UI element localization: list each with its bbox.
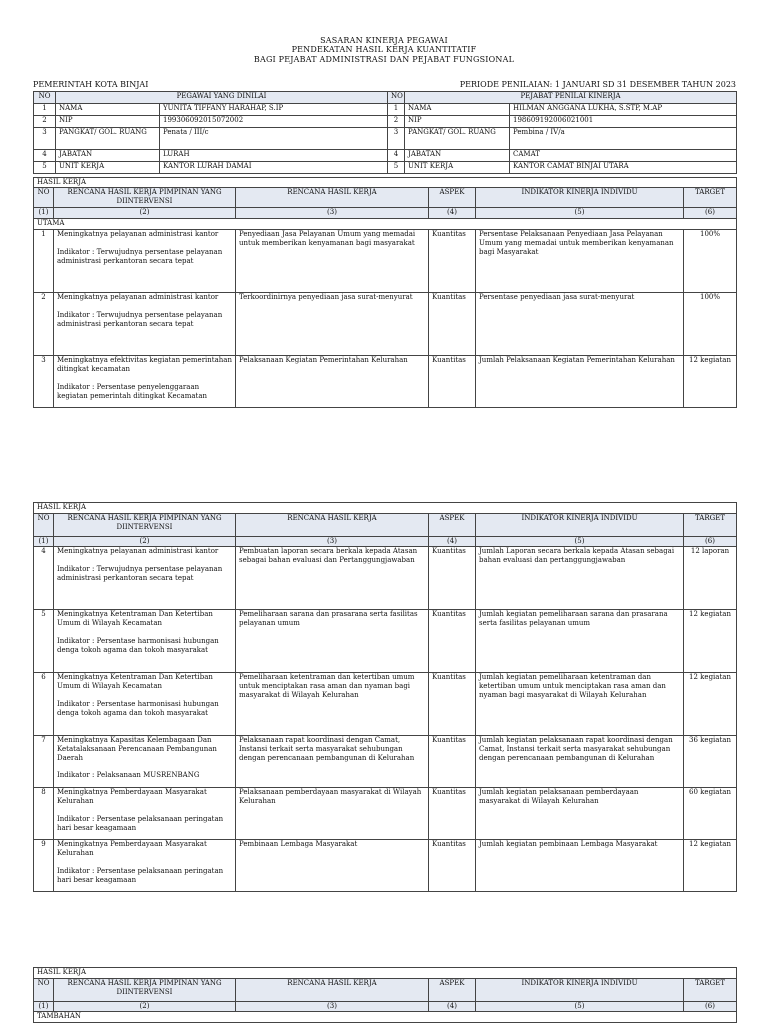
row-iki: Jumlah kegiatan pelaksanaan rapat koordinasi dengan Camat, Instansi terkait serta masyarakat sehubungan dengan perencanaan pembangunan di Kelurahan	[476, 736, 684, 788]
row-pimpinan	[54, 230, 236, 293]
row-iki: Jumlah Laporan secara berkala kepada Atasan sebagai bahan evaluasi dan pertanggungjawaban	[476, 547, 684, 610]
identity-row-label: UNIT KERJA	[56, 162, 160, 174]
pimpinan-text: Meningkatnya pelayanan administrasi kantor	[57, 293, 219, 301]
column-header-row	[34, 188, 737, 208]
table-row	[34, 673, 737, 736]
col-number: (3)	[236, 208, 429, 219]
periode-label: PERIODE PENILAIAN: 1 JANUARI SD 31 DESEMBER TAHUN 2023	[459, 80, 736, 89]
col-target: TARGET	[684, 979, 737, 1002]
table-row	[34, 610, 737, 673]
identity-row-value-right: CAMAT	[510, 150, 737, 162]
row-aspek: Kuantitas	[429, 673, 476, 736]
col-number: (3)	[236, 1002, 429, 1012]
right-title: PEJABAT PENILAI KINERJA	[405, 92, 737, 104]
col-indikator: INDIKATOR KINERJA INDIVIDU	[476, 979, 684, 1002]
column-number-row	[34, 208, 737, 219]
column-number-row	[34, 1002, 737, 1012]
col-number: (1)	[34, 208, 54, 219]
row-pimpinan	[54, 293, 236, 356]
col-number: (2)	[54, 537, 236, 547]
pimpinan-indikator: Indikator : Pelaksanaan MUSRENBANG	[57, 771, 200, 779]
row-no: 1	[34, 230, 54, 293]
row-target: 12 kegiatan	[684, 673, 737, 736]
col-number: (2)	[54, 1002, 236, 1012]
row-iki: Persentase penyediaan jasa surat-menyurat	[476, 293, 684, 356]
section-row	[34, 503, 737, 514]
row-iki: Jumlah kegiatan pemeliharaan ketentraman dan ketertiban umum untuk menciptakan rasa aman dan nyaman bagi masyarakat di Wilayah Kelurahan	[476, 673, 684, 736]
col-indikator: INDIKATOR KINERJA INDIVIDU	[476, 514, 684, 537]
col-no: NO	[34, 514, 54, 537]
pimpinan-indikator: Indikator : Terwujudnya persentase pelayanan administrasi perkantoran secara tepat	[57, 565, 223, 582]
col-rhk: RENCANA HASIL KERJA	[236, 979, 429, 1002]
pimpinan-indikator: Indikator : Persentase pelaksanaan peringatan hari besar keagamaan	[57, 867, 224, 884]
doc-title-line1: SASARAN KINERJA PEGAWAI	[320, 36, 448, 45]
pimpinan-text: Meningkatnya Pemberdayaan Masyarakat Kelurahan	[57, 788, 207, 805]
col-no: NO	[34, 188, 54, 208]
identity-row-value-right: Pembina / IV/a	[510, 128, 737, 150]
identity-row	[34, 162, 737, 174]
row-target: 100%	[684, 230, 737, 293]
row-target: 12 kegiatan	[684, 840, 737, 892]
identity-row-label: JABATAN	[56, 150, 160, 162]
col-number: (5)	[476, 208, 684, 219]
row-no: 7	[34, 736, 54, 788]
identity-row-label-right: NAMA	[405, 104, 510, 116]
row-no: 3	[34, 356, 54, 408]
pimpinan-indikator: Indikator : Persentase pelaksanaan peringatan hari besar keagamaan	[57, 815, 224, 832]
col-target: TARGET	[684, 188, 737, 208]
identity-row-no-right: 4	[388, 150, 405, 162]
row-no: 9	[34, 840, 54, 892]
pimpinan-text: Meningkatnya Pemberdayaan Masyarakat Kelurahan	[57, 840, 207, 857]
row-aspek: Kuantitas	[429, 840, 476, 892]
identity-header-row	[34, 92, 737, 104]
table-row	[34, 230, 737, 293]
identity-row-value-right: 198609192006021001	[510, 116, 737, 128]
row-rhk: Pemeliharaan ketentraman dan ketertiban umum untuk menciptakan rasa aman dan nyaman bagi masyarakat di Wilayah Kelurahan	[236, 673, 429, 736]
identity-row-value: LURAH	[160, 150, 388, 162]
pimpinan-indikator: Indikator : Persentase harmonisasi hubungan denga tokoh agama dan tokoh masyarakat	[57, 700, 219, 717]
col-number: (1)	[34, 537, 54, 547]
pimpinan-indikator: Indikator : Terwujudnya persentase pelayanan administrasi perkantoran secara tepat	[57, 248, 223, 265]
pimpinan-text: Meningkatnya Ketentraman Dan Ketertiban Umum di Wilayah Kecamatan	[57, 673, 213, 690]
identity-row-value: KANTOR LURAH DAMAI	[160, 162, 388, 174]
col-aspek: ASPEK	[429, 514, 476, 537]
row-aspek: Kuantitas	[429, 230, 476, 293]
hasil-kerja-table-3	[33, 967, 737, 1023]
col-no: NO	[34, 979, 54, 1002]
row-no: 2	[34, 293, 54, 356]
col-number: (6)	[684, 537, 737, 547]
identity-row-no: 5	[34, 162, 56, 174]
identity-row-no: 1	[34, 104, 56, 116]
subsection-tambahan: TAMBAHAN	[34, 1012, 737, 1023]
row-iki: Jumlah Pelaksanaan Kegiatan Pemerintahan Kelurahan	[476, 356, 684, 408]
row-pimpinan	[54, 547, 236, 610]
row-target: 12 laporan	[684, 547, 737, 610]
pimpinan-text: Meningkatnya Kapasitas Kelembagaan Dan Ketatalaksanaan Perencanaan Pembangunan Daerah	[57, 736, 217, 762]
row-rhk: Pelaksanaan rapat koordinasi dengan Camat, Instansi terkait serta masyarakat sehubungan dengan perencanaan pembangunan di Kelurahan	[236, 736, 429, 788]
col-indikator: INDIKATOR KINERJA INDIVIDU	[476, 188, 684, 208]
row-target: 60 kegiatan	[684, 788, 737, 840]
pimpinan-text: Meningkatnya Ketentraman Dan Ketertiban Umum di Wilayah Kecamatan	[57, 610, 213, 627]
row-rhk: Penyediaan Jasa Pelayanan Umum yang memadai untuk memberikan kenyamanan bagi masyarakat	[236, 230, 429, 293]
col-number: (3)	[236, 537, 429, 547]
row-pimpinan	[54, 356, 236, 408]
identity-no-header: NO	[34, 92, 56, 104]
row-target: 36 kegiatan	[684, 736, 737, 788]
identity-row-label-right: JABATAN	[405, 150, 510, 162]
col-number: (4)	[429, 537, 476, 547]
section-title: HASIL KERJA	[34, 503, 737, 514]
section-title: HASIL KERJA	[34, 178, 737, 188]
identity-row-no: 3	[34, 128, 56, 150]
row-iki: Persentase Pelaksanaan Penyediaan Jasa Pelayanan Umum yang memadai untuk memberikan kenyamanan bagi Masyarakat	[476, 230, 684, 293]
identity-row-label-right: UNIT KERJA	[405, 162, 510, 174]
identity-row-no-right: 2	[388, 116, 405, 128]
col-aspek: ASPEK	[429, 979, 476, 1002]
col-rhk-pimpinan: RENCANA HASIL KERJA PIMPINAN YANG DIINTERVENSI	[54, 188, 236, 208]
subsection-row	[34, 1012, 737, 1023]
table-row	[34, 356, 737, 408]
row-no: 6	[34, 673, 54, 736]
col-number: (6)	[684, 208, 737, 219]
doc-title-line2: PENDEKATAN HASIL KERJA KUANTITATIF	[291, 45, 477, 54]
subsection-row	[34, 219, 737, 230]
row-aspek: Kuantitas	[429, 610, 476, 673]
row-no: 4	[34, 547, 54, 610]
identity-row-no-right: 5	[388, 162, 405, 174]
identity-row-label: NIP	[56, 116, 160, 128]
row-target: 12 kegiatan	[684, 610, 737, 673]
section-row	[34, 178, 737, 188]
col-number: (4)	[429, 208, 476, 219]
row-rhk: Terkoordinirnya penyediaan jasa surat-menyurat	[236, 293, 429, 356]
section-title: HASIL KERJA	[34, 968, 737, 979]
identity-row-no-right: 1	[388, 104, 405, 116]
table-row	[34, 840, 737, 892]
pimpinan-text: Meningkatnya efektivitas kegiatan pemerintahan ditingkat kecamatan	[57, 356, 232, 373]
column-header-row	[34, 514, 737, 537]
col-rhk: RENCANA HASIL KERJA	[236, 188, 429, 208]
identity-row-label: NAMA	[56, 104, 160, 116]
identity-row-value: Penata / III/c	[160, 128, 388, 150]
row-pimpinan	[54, 736, 236, 788]
identity-row	[34, 116, 737, 128]
identity-row-label-right: NIP	[405, 116, 510, 128]
left-title: PEGAWAI YANG DINILAI	[56, 92, 388, 104]
row-target: 12 kegiatan	[684, 356, 737, 408]
column-header-row	[34, 979, 737, 1002]
pimpinan-indikator: Indikator : Persentase harmonisasi hubungan denga tokoh agama dan tokoh masyarakat	[57, 637, 219, 654]
row-target: 100%	[684, 293, 737, 356]
subsection-utama: UTAMA	[34, 219, 737, 230]
row-aspek: Kuantitas	[429, 356, 476, 408]
table-row	[34, 788, 737, 840]
pimpinan-text: Meningkatnya pelayanan administrasi kantor	[57, 230, 219, 238]
row-pimpinan	[54, 788, 236, 840]
section-row	[34, 968, 737, 979]
col-number: (4)	[429, 1002, 476, 1012]
row-no: 8	[34, 788, 54, 840]
col-number: (6)	[684, 1002, 737, 1012]
row-aspek: Kuantitas	[429, 788, 476, 840]
row-iki: Jumlah kegiatan pemeliharaan sarana dan prasarana serta fasilitas pelayanan umum	[476, 610, 684, 673]
identity-row-no: 4	[34, 150, 56, 162]
table-row	[34, 293, 737, 356]
col-rhk-pimpinan: RENCANA HASIL KERJA PIMPINAN YANG DIINTERVENSI	[54, 514, 236, 537]
col-number: (1)	[34, 1002, 54, 1012]
identity-row-value: YUNITA TIFFANY HARAHAP, S.IP	[160, 104, 388, 116]
column-number-row	[34, 537, 737, 547]
identity-row-no-right: 3	[388, 128, 405, 150]
row-iki: Jumlah kegiatan pelaksanaan pemberdayaan masyarakat di Wilayah Kelurahan	[476, 788, 684, 840]
row-rhk: Pelaksanaan pemberdayaan masyarakat di Wilayah Kelurahan	[236, 788, 429, 840]
row-aspek: Kuantitas	[429, 547, 476, 610]
col-number: (2)	[54, 208, 236, 219]
row-rhk: Pembuatan laporan secara berkala kepada Atasan sebagai bahan evaluasi dan Pertanggungjawaban	[236, 547, 429, 610]
pimpinan-indikator: Indikator : Terwujudnya persentase pelayanan administrasi perkantoran secara tepat	[57, 311, 223, 328]
row-iki: Jumlah kegiatan pembinaan Lembaga Masyarakat	[476, 840, 684, 892]
identity-row	[34, 104, 737, 116]
hasil-kerja-table-2	[33, 502, 737, 892]
identity-row-value-right: HILMAN ANGGANA LUKHA, S.STP, M.AP	[510, 104, 737, 116]
pimpinan-indikator: Indikator : Persentase penyelenggaraan kegiatan pemerintah ditingkat Kecamatan	[57, 383, 208, 400]
instansi-label: PEMERINTAH KOTA BINJAI	[33, 80, 149, 89]
row-aspek: Kuantitas	[429, 293, 476, 356]
row-rhk: Pelaksanaan Kegiatan Pemerintahan Kelurahan	[236, 356, 429, 408]
identity-table	[33, 91, 737, 174]
row-rhk: Pembinaan Lembaga Masyarakat	[236, 840, 429, 892]
col-aspek: ASPEK	[429, 188, 476, 208]
col-rhk: RENCANA HASIL KERJA	[236, 514, 429, 537]
identity-row-no: 2	[34, 116, 56, 128]
col-number: (5)	[476, 1002, 684, 1012]
identity-row	[34, 128, 737, 150]
row-pimpinan	[54, 610, 236, 673]
row-rhk: Pemeliharaan sarana dan prasarana serta fasilitas pelayanan umum	[236, 610, 429, 673]
col-target: TARGET	[684, 514, 737, 537]
hasil-kerja-table-1	[33, 177, 737, 408]
doc-title-line3: BAGI PEJABAT ADMINISTRASI DAN PEJABAT FUNGSIONAL	[253, 55, 515, 64]
table-row	[34, 736, 737, 788]
col-number: (5)	[476, 537, 684, 547]
row-no: 5	[34, 610, 54, 673]
identity-row	[34, 150, 737, 162]
row-aspek: Kuantitas	[429, 736, 476, 788]
identity-row-label: PANGKAT/ GOL. RUANG	[56, 128, 160, 150]
row-pimpinan	[54, 840, 236, 892]
row-pimpinan	[54, 673, 236, 736]
col-rhk-pimpinan: RENCANA HASIL KERJA PIMPINAN YANG DIINTERVENSI	[54, 979, 236, 1002]
identity-row-value: 199306092015072002	[160, 116, 388, 128]
table-row	[34, 547, 737, 610]
identity-no-header-right: NO	[388, 92, 405, 104]
identity-row-label-right: PANGKAT/ GOL. RUANG	[405, 128, 510, 150]
pimpinan-text: Meningkatnya pelayanan administrasi kantor	[57, 547, 219, 555]
identity-row-value-right: KANTOR CAMAT BINJAI UTARA	[510, 162, 737, 174]
